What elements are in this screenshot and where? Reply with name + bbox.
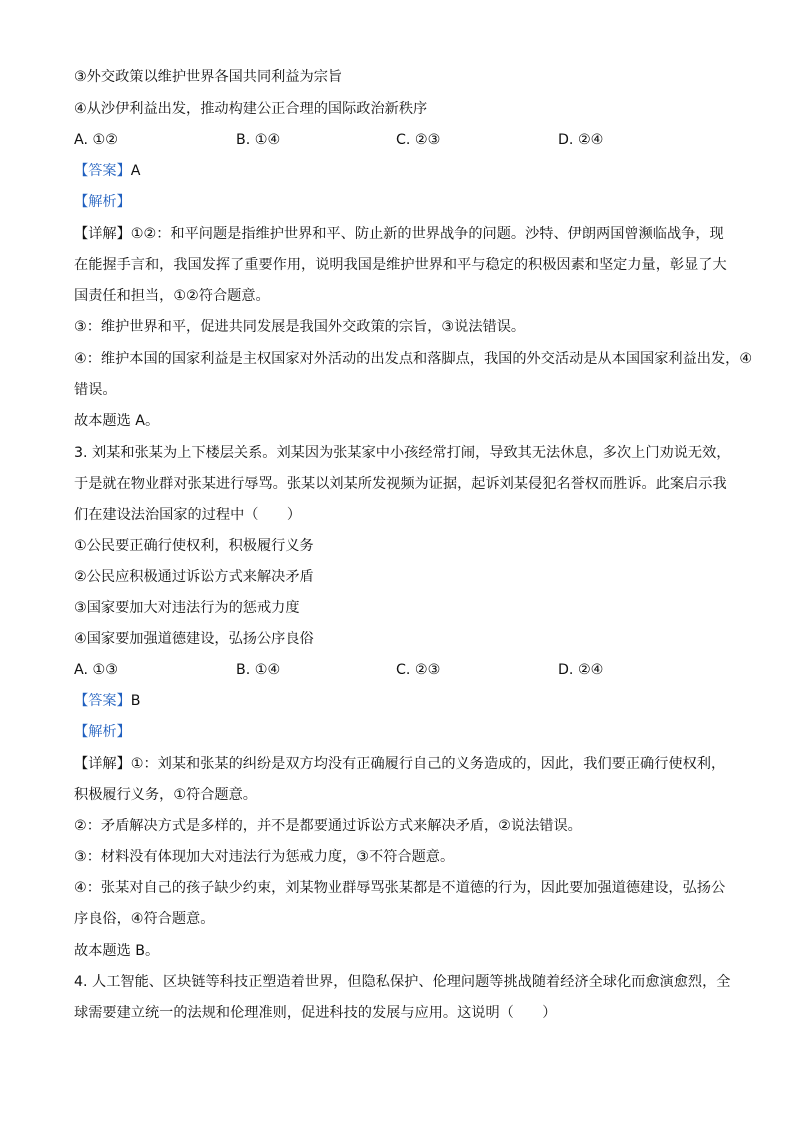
q2-detail-line: 国责任和担当，①②符合题意。 (74, 288, 270, 304)
q2-choice-c: C. ②③ (396, 132, 441, 148)
q3-option-1: ①公民要正确行使权利，积极履行义务 (74, 538, 314, 554)
q3-choice-a: A. ①③ (74, 662, 118, 678)
q2-choice-d: D. ②④ (558, 132, 604, 148)
q2-option-4: ④从沙伊利益出发，推动构建公正合理的国际政治新秩序 (74, 101, 428, 117)
q2-analysis-tag: 【解析】 (74, 194, 131, 210)
q3-detail-line: ③：材料没有体现加大对违法行为惩戒力度，③不符合题意。 (74, 849, 455, 865)
q3-choice-d: D. ②④ (558, 662, 604, 678)
q3-choices (74, 660, 714, 680)
q3-detail-line: 积极履行义务，①符合题意。 (74, 787, 257, 803)
q2-choice-b: B. ①④ (236, 132, 281, 148)
answer-value: B (130, 693, 141, 709)
q3-stem-line: 3. 刘某和张某为上下楼层关系。刘某因为张某家中小孩经常打闹，导致其无法休息，多次上门劝说无效， (74, 445, 731, 461)
q3-choice-b: B. ①④ (236, 662, 281, 678)
q3-option-4: ④国家要加强道德建设，弘扬公序良俗 (74, 631, 314, 647)
q3-conclusion: 故本题选 B。 (74, 943, 160, 959)
q4-stem-line: 4. 人工智能、区块链等科技正塑造着世界，但隐私保护、伦理问题等挑战随着经济全球化而愈演愈烈，全 (74, 974, 731, 990)
q3-stem-line: 们在建设法治国家的过程中（ ） (74, 507, 302, 523)
q2-detail-line: 【详解】①②：和平问题是指维护世界和平、防止新的世界战争的问题。沙特、伊朗两国曾濒临战争，现 (74, 226, 724, 242)
q3-detail-line: ④：张某对自己的孩子缺少约束，刘某物业群辱骂张某都是不道德的行为，因此要加强道德建设，弘扬公 (74, 880, 726, 896)
q2-answer (74, 161, 140, 181)
q3-choice-c: C. ②③ (396, 662, 441, 678)
q3-detail-line: 序良俗，④符合题意。 (74, 911, 215, 927)
q2-detail-line: ③：维护世界和平，促进共同发展是我国外交政策的宗旨，③说法错误。 (74, 319, 526, 335)
q3-option-3: ③国家要加大对违法行为的惩戒力度 (74, 600, 300, 616)
q2-detail-line: 错误。 (74, 382, 117, 398)
q3-detail-line: ②：矛盾解决方式是多样的，并不是都要通过诉讼方式来解决矛盾，②说法错误。 (74, 818, 582, 834)
answer-value: A (130, 163, 141, 179)
q3-stem-line: 于是就在物业群对张某进行辱骂。张某以刘某所发视频为证据，起诉刘某侵犯名誉权而胜诉。此案启示我 (74, 476, 727, 492)
q2-detail-line: 在能握手言和，我国发挥了重要作用，说明我国是维护世界和平与稳定的积极因素和坚定力量，彰显了大 (74, 257, 727, 273)
q2-conclusion: 故本题选 A。 (74, 413, 160, 429)
q2-option-3: ③外交政策以维护世界各国共同利益为宗旨 (74, 69, 343, 85)
q3-answer (74, 691, 141, 711)
q3-analysis-tag: 【解析】 (74, 724, 131, 740)
answer-tag: 【答案】 (74, 163, 131, 179)
q2-choice-a: A. ①② (74, 132, 118, 148)
q2-choices (74, 130, 714, 150)
detail-tag: 【详解】 (74, 226, 131, 242)
q3-option-2: ②公民应积极通过诉讼方式来解决矛盾 (74, 569, 314, 585)
answer-tag: 【答案】 (74, 693, 131, 709)
q3-detail-line: 【详解】①：刘某和张某的纠纷是双方均没有正确履行自己的义务造成的，因此，我们要正确行使权利， (74, 756, 726, 772)
q2-detail-line: ④：维护本国的国家利益是主权国家对外活动的出发点和落脚点，我国的外交活动是从本国国家利益出发，④ (74, 351, 753, 367)
detail-tag: 【详解】 (74, 756, 131, 772)
q4-stem-line: 球需要建立统一的法规和伦理准则，促进科技的发展与应用。这说明（ ） (74, 1005, 557, 1021)
